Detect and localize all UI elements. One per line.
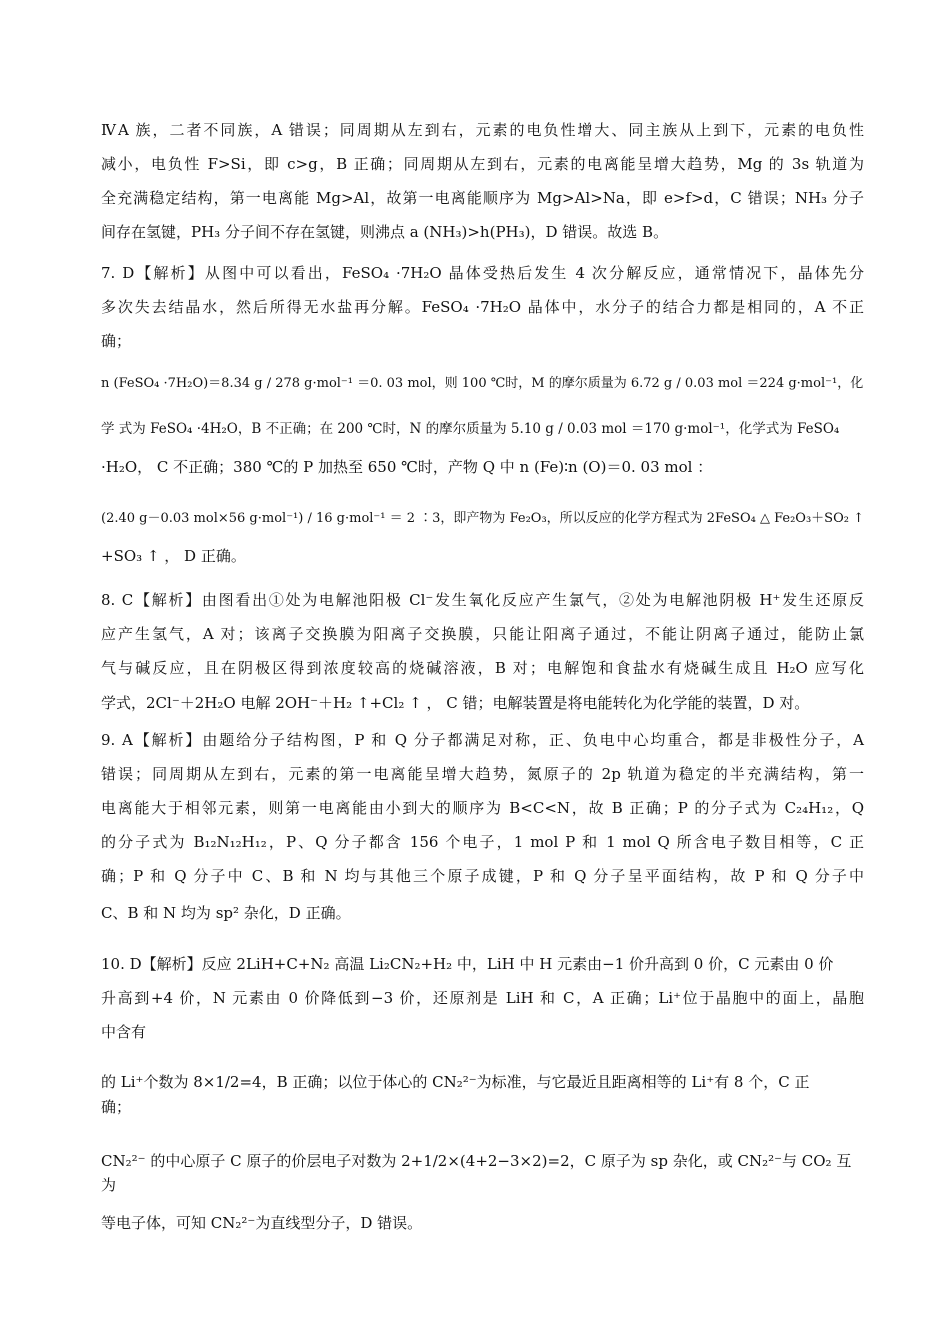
answer-7-line: ·H₂O， C 不正确；380 ℃的 P 加热至 650 ℃时，产物 Q 中 n (Fe)∶n (O)＝0. 03 mol ： bbox=[101, 458, 713, 476]
answer-10-line: 等电子体，可知 CN₂²⁻为直线型分子，D 错误。 bbox=[101, 1214, 423, 1232]
text-line: 减小，电负性 F>Si，即 c>g，B 正确；同周期从左到右，元素的电离能呈增大趋势，Mg 的 3s 轨道为 bbox=[101, 155, 864, 173]
answer-8-line: 气与碱反应，且在阴极区得到浓度较高的烧碱溶液，B 对；电解饱和食盐水有烧碱生成且 H₂O 应写化 bbox=[101, 659, 864, 677]
answer-7-line: 7. D【解析】从图中可以看出，FeSO₄ ·7H₂O 晶体受热后发生 4 次分解反应，通常情况下，晶体先分 bbox=[101, 264, 864, 282]
answer-9-line: 9. A【解析】由题给分子结构图，P 和 Q 分子都满足对称，正、负电中心均重合，都是非极性分子，A bbox=[101, 731, 864, 749]
text-line: 间存在氢键，PH₃ 分子间不存在氢键，则沸点 a (NH₃)>h(PH₃)，D 错误。故选 B。 bbox=[101, 223, 669, 241]
answer-10-line: 的 Li⁺个数为 8×1/2=4，B 正确；以位于体心的 CN₂²⁻为标准，与它最近且距离相等的 Li⁺有 8 个，C 正 bbox=[101, 1073, 810, 1091]
answer-7-line: 多次失去结晶水，然后所得无水盐再分解。FeSO₄ ·7H₂O 晶体中，水分子的结合力都是相同的，A 不正 bbox=[101, 298, 864, 316]
text-line: 全充满稳定结构，第一电离能 Mg>Al，故第一电离能顺序为 Mg>Al>Na，即 e>f>d，C 错误；NH₃ 分子 bbox=[101, 189, 864, 207]
answer-8-line: 学式，2Cl⁻＋2H₂O 电解 2OH⁻＋H₂ ↑+Cl₂ ↑ ， C 错；电解装置是将电能转化为化学能的装置，D 对。 bbox=[101, 694, 810, 712]
answer-10-line: 为 bbox=[101, 1176, 117, 1194]
answer-9-line: 的分子式为 B₁₂N₁₂H₁₂，P、Q 分子都含 156 个电子，1 mol P 和 1 mol Q 所含电子数目相等，C 正 bbox=[101, 833, 864, 851]
answer-8-line: 应产生氢气，A 对；该离子交换膜为阳离子交换膜，只能让阳离子通过，不能让阴离子通过，能防止氯 bbox=[101, 625, 864, 643]
answer-7-line: +SO₃ ↑ ， D 正确。 bbox=[101, 547, 246, 565]
answer-9-line: 错误；同周期从左到右，元素的第一电离能呈增大趋势，氮原子的 2p 轨道为稳定的半充满结构，第一 bbox=[101, 765, 864, 783]
answer-7-line: (2.40 g－0.03 mol×56 g·mol⁻¹) / 16 g·mol⁻¹ ＝ 2 ∶3，即产物为 Fe₂O₃，所以反应的化学方程式为 2FeSO₄ △ Fe₂O₃＋SO₂ ↑ bbox=[101, 511, 864, 526]
answer-7-line: n (FeSO₄ ·7H₂O)＝8.34 g / 278 g·mol⁻¹ ＝0. 03 mol，则 100 ℃时，M 的摩尔质量为 6.72 g / 0.03 mol ＝224 g·mol⁻¹，化 bbox=[101, 376, 864, 391]
answer-10-line: 10. D【解析】反应 2LiH+C+N₂ 高温 Li₂CN₂+H₂ 中，LiH 中 H 元素由−1 价升高到 0 价，C 元素由 0 价 bbox=[101, 955, 834, 973]
answer-10-line: 升高到+4 价，N 元素由 0 价降低到−3 价，还原剂是 LiH 和 C，A 正确；Li⁺位于晶胞中的面上，晶胞 bbox=[101, 989, 864, 1007]
answer-9-line: 确；P 和 Q 分子中 C、B 和 N 均与其他三个原子成键，P 和 Q 分子呈平面结构，故 P 和 Q 分子中 bbox=[101, 867, 864, 885]
answer-9-line: C、B 和 N 均为 sp² 杂化，D 正确。 bbox=[101, 904, 351, 922]
answer-10-line: 确； bbox=[101, 1098, 132, 1116]
answer-9-line: 电离能大于相邻元素，则第一电离能由小到大的顺序为 B<C<N，故 B 正确；P 的分子式为 C₂₄H₁₂，Q bbox=[101, 799, 864, 817]
text-line: ⅣA 族，二者不同族，A 错误；同周期从左到右，元素的电负性增大、同主族从上到下，元素的电负性 bbox=[101, 121, 864, 139]
answer-8-line: 8. C【解析】由图看出①处为电解池阳极 Cl⁻发生氧化反应产生氯气，②处为电解池阴极 H⁺发生还原反 bbox=[101, 591, 864, 609]
answer-7-line: 学 式为 FeSO₄ ·4H₂O，B 不正确；在 200 ℃时，N 的摩尔质量为 5.10 g / 0.03 mol ＝170 g·mol⁻¹，化学式为 FeSO₄ bbox=[101, 421, 840, 437]
answer-7-line: 确； bbox=[101, 332, 132, 350]
answer-10-line: 中含有 bbox=[101, 1023, 147, 1041]
answer-10-line: CN₂²⁻ 的中心原子 C 原子的价层电子对数为 2+1/2×(4+2−3×2)=2，C 原子为 sp 杂化，或 CN₂²⁻与 CO₂ 互 bbox=[101, 1152, 852, 1170]
